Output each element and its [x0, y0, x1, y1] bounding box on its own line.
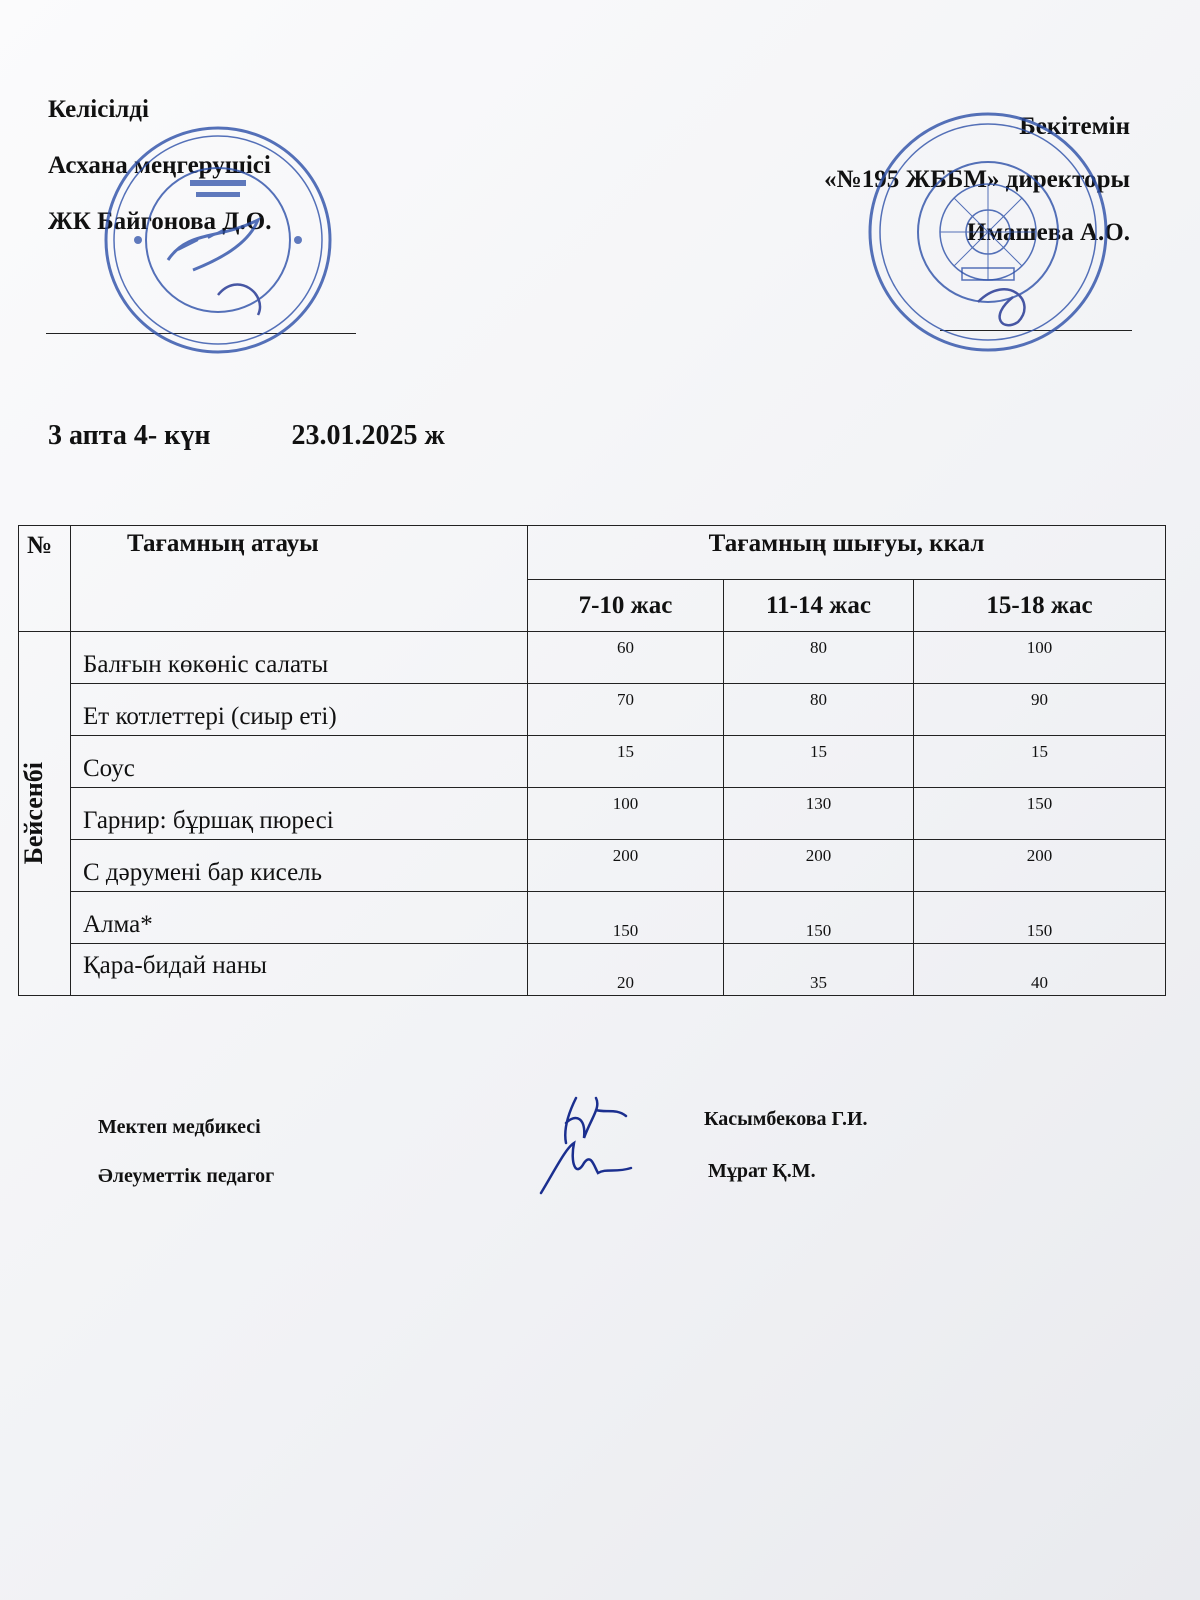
entrepreneur-stamp-icon	[98, 120, 338, 360]
signature-icon	[536, 1088, 646, 1198]
canteen-head-name: ЖК Байгонова Д.О.	[48, 208, 272, 235]
table-row	[19, 892, 1166, 944]
director-name: Имашева А.О.	[966, 219, 1130, 246]
table-header-row	[19, 526, 1166, 580]
dish-name: Балғын көкөніс салаты	[71, 632, 528, 684]
col-dish-name-header: Тағамның атауы	[71, 526, 528, 632]
table-row	[19, 684, 1166, 736]
kcal-value: 15	[528, 736, 724, 788]
director-title: «№195 ЖББМ» директоры	[824, 166, 1130, 193]
weekday-cell	[19, 632, 71, 996]
kcal-value: 70	[528, 684, 724, 736]
dish-name: Қара-бидай наны	[71, 944, 528, 996]
agreed-label: Келісілді	[48, 96, 149, 123]
kcal-value: 90	[914, 684, 1166, 736]
dish-name: Ет котлеттері (сиыр еті)	[71, 684, 528, 736]
table-row	[19, 736, 1166, 788]
kcal-value: 40	[914, 944, 1166, 996]
kcal-value: 130	[724, 788, 914, 840]
school-stamp-icon	[868, 92, 1108, 382]
kcal-value: 100	[914, 632, 1166, 684]
kcal-value: 60	[528, 632, 724, 684]
kcal-value: 15	[724, 736, 914, 788]
kcal-value: 15	[914, 736, 1166, 788]
menu-date: 23.01.2025 ж	[291, 420, 445, 451]
kcal-value: 80	[724, 684, 914, 736]
table-row	[19, 632, 1166, 684]
kcal-value: 35	[724, 944, 914, 996]
dish-name: Гарнир: бұршақ пюресі	[71, 788, 528, 840]
dish-name: Соус	[71, 736, 528, 788]
kcal-value: 150	[914, 788, 1166, 840]
kcal-value: 200	[528, 840, 724, 892]
age-group-15-18: 15-18 жас	[914, 580, 1166, 632]
col-number-header: №	[19, 526, 71, 632]
nurse-name: Касымбекова Г.И.	[704, 1108, 868, 1130]
nurse-title: Мектеп медбикесі	[98, 1116, 261, 1138]
dish-name: Алма*	[71, 892, 528, 944]
approve-label: Бекітемін	[1019, 113, 1130, 140]
kcal-value: 20	[528, 944, 724, 996]
col-kcal-header: Тағамның шығуы, ккал	[528, 526, 1166, 580]
table-row	[19, 788, 1166, 840]
week-day-label: 3 апта 4- күн	[48, 420, 211, 451]
table-row	[19, 944, 1166, 996]
age-group-11-14: 11-14 жас	[724, 580, 914, 632]
canteen-head-title: Асхана меңгерушісі	[48, 152, 271, 179]
kcal-value: 200	[724, 840, 914, 892]
kcal-value: 200	[914, 840, 1166, 892]
menu-table	[18, 525, 1166, 996]
weekday-label: Бейсенбі	[19, 762, 48, 865]
dish-name: С дәрумені бар кисель	[71, 840, 528, 892]
pedagog-title: Әлеуметтік педагог	[98, 1165, 275, 1187]
kcal-value: 100	[528, 788, 724, 840]
age-group-7-10: 7-10 жас	[528, 580, 724, 632]
kcal-value: 150	[914, 892, 1166, 944]
table-row	[19, 840, 1166, 892]
kcal-value: 150	[724, 892, 914, 944]
day-date-line	[48, 420, 445, 452]
pedagog-name: Мұрат Қ.М.	[708, 1160, 816, 1182]
kcal-value: 80	[724, 632, 914, 684]
kcal-value: 150	[528, 892, 724, 944]
